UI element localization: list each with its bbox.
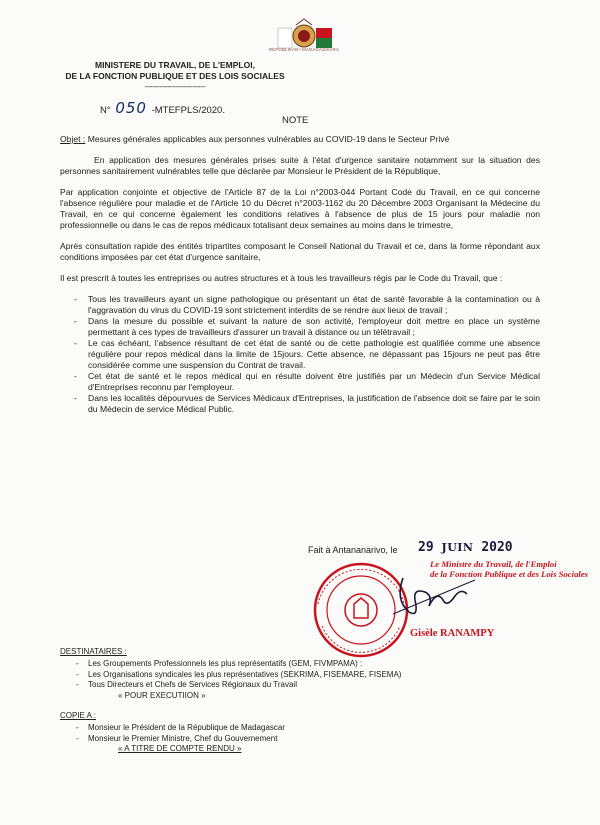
ref-prefix: N° <box>100 105 111 116</box>
paragraph-2: Par application conjointe et objective de l'Article 87 de la Loi n°2003-044 Portant Code du Travail, en ce qui concerne l'absence régulière pour maladie et de l'Article 10 du Décret n°2003-1162 du 20 Décembre 2003 Organisant la Médecine du Travail, en ce qui concerne également les conditions relatives à l'absence de plus de 15 jours pour maladie non professionnelle ou dans le cas de repos médicaux totalisant deux semaines au moins dans le trimestre, <box>60 187 540 230</box>
paragraph-1: En application des mesures générales prises suite à l'état d'urgence sanitaire notamment sur la situation des personnes sanitairement vulnérables telle que déclarée par Monsieur le Président de la République, <box>60 155 540 176</box>
objet-line <box>60 134 540 145</box>
list-item: - Le cas échéant, l'absence résultant de cet état de santé ou de cette pathologie est qualifiée comme une absence régulière pour repos médical dans la limite de 15jours. Cette absence, ne dépassant pas 15jours ne peut pas être considérée comme une suspension du Contrat de travail. <box>60 338 540 371</box>
list-item: - Les Groupements Professionnels les plus représentatifs (GEM, FIVMPAMA) : <box>60 659 460 669</box>
reference-number <box>100 99 225 118</box>
handwritten-signature-icon <box>385 570 485 620</box>
objet-text: Mesures générales applicables aux personnes vulnérables au COVID-19 dans le Secteur Privé <box>85 134 450 144</box>
ministry-separator: ------------------------ <box>144 81 206 92</box>
date-day: 29 <box>418 540 434 555</box>
copie-list <box>60 723 460 744</box>
date-year: 2020 <box>481 540 513 555</box>
destinataires-mention: « POUR EXECUTIION » <box>118 690 206 700</box>
destinataires-list <box>60 659 460 690</box>
prescription-list <box>60 294 540 415</box>
list-item: - Tous les travailleurs ayant un signe pathologique ou présentant un état de santé favorable à la contamination ou à l'aggravation du virus du COVID-19 sont strictement interdits de se rendre aux lieux de travail ; <box>60 294 540 316</box>
distribution-list <box>60 647 460 755</box>
ref-handwritten-number: 050 <box>115 99 147 117</box>
ministry-header <box>60 60 290 92</box>
destinataires-label: DESTINATAIRES : <box>60 647 127 656</box>
list-item: - Monsieur le Président de la République de Madagascar <box>60 723 460 733</box>
list-item: - Dans les localités dépourvues de Services Médicaux d'Entreprises, la justification de l'absence doit se faire par le soin du Médecin de service Médical Public. <box>60 393 540 415</box>
signatory-title-line-2: de la Fonction Publique et des Lois Sociales <box>430 569 589 580</box>
list-item: - Monsieur le Premier Ministre, Chef du Gouvernement <box>60 734 460 744</box>
paragraph-3: Après consultation rapide des entités tripartites composant le Conseil National du Travail et ce, dans la forme répondant aux conditions imposées par cet état d'urgence sanitaire, <box>60 241 540 262</box>
ministry-line-2: DE LA FONCTION PUBLIQUE ET DES LOIS SOCIALES <box>65 71 285 82</box>
ministry-line-1: MINISTERE DU TRAVAIL, DE L'EMPLOI, <box>95 60 255 70</box>
place-and-date: Fait à Antananarivo, le <box>308 545 398 555</box>
copie-label: COPIE A : <box>60 710 97 720</box>
objet-label: Objet : <box>60 134 86 144</box>
ref-suffix: -MTEFPLS/2020. <box>151 105 225 116</box>
signatory-name: Gisèle RANAMPY <box>410 628 495 639</box>
list-item: - Dans la mesure du possible et suivant la nature de son activité, l'employeur doit mettre en place un système permettant à ces types de travailleurs d'assurer un travail à distance ou un télétravail ; <box>60 316 540 338</box>
list-item: - Tous Directeurs et Chefs de Services Régionaux du Travail <box>60 680 460 690</box>
list-item: - Les Organisations syndicales les plus représentatives (SEKRIMA, FISEMARE, FISEMA) <box>60 670 460 680</box>
paragraph-4: Il est prescrit à toutes les entreprises ou autres structures et à tous les travailleurs régis par le Code du Travail, que : <box>60 273 503 283</box>
date-stamp <box>418 540 513 557</box>
copie-mention: « A TITRE DE COMPTE RENDU » <box>118 744 242 754</box>
emblem-caption: REPOBLIKAN'I MADAGASIKARA <box>268 47 340 52</box>
list-item: - Cet état de santé et le repos médical qui en résulte doivent être justifiés par un Médecin d'un Service Médical d'Entreprises reconnu par l'employeur. <box>60 371 540 393</box>
signatory-title-line-1: Le Ministre du Travail, de l'Emploi <box>430 559 557 569</box>
document-title: NOTE <box>282 115 309 126</box>
note-body <box>60 134 540 415</box>
date-month: JUIN <box>441 541 474 554</box>
